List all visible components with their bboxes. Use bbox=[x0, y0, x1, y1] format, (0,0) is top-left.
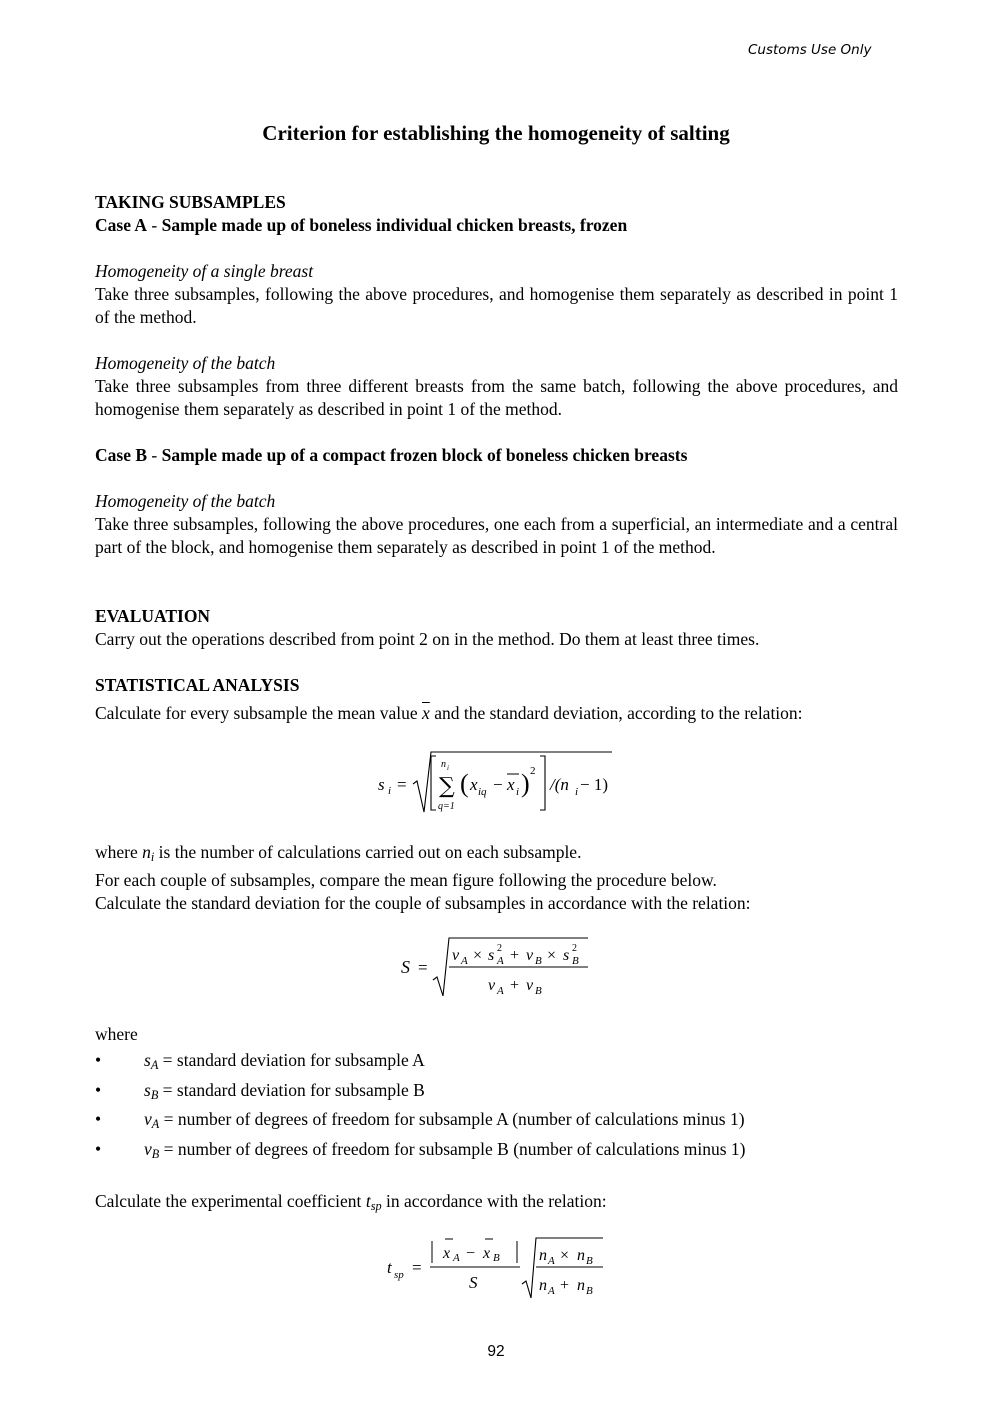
si-equals: = bbox=[397, 775, 407, 794]
batch-b-subheading: Homogeneity of the batch bbox=[95, 491, 276, 511]
case-a-heading bbox=[95, 214, 898, 237]
tsp-nb: n bbox=[577, 1247, 585, 1264]
definition-var: s bbox=[144, 1050, 151, 1070]
S-plus-num: + bbox=[510, 947, 520, 964]
si-term: x bbox=[470, 775, 478, 794]
definition-text: = standard deviation for subsample B bbox=[158, 1079, 425, 1100]
S-den-nu-a: ν bbox=[488, 977, 496, 994]
S-den-nu-b: ν bbox=[526, 977, 534, 994]
case-a-label: Case A bbox=[95, 215, 148, 235]
si-divisor-end: − 1) bbox=[580, 775, 608, 794]
si-lhs-sub: i bbox=[388, 785, 392, 797]
evaluation-heading: EVALUATION bbox=[95, 606, 211, 626]
si-minus: − bbox=[493, 775, 503, 794]
bullet-icon: • bbox=[95, 1079, 102, 1100]
statistical-analysis-heading: STATISTICAL ANALYSIS bbox=[95, 675, 300, 695]
definition-text: = number of degrees of freedom for subsample A (number of calculations minus 1) bbox=[159, 1109, 745, 1129]
customs-use-only-note: Customs Use Only bbox=[748, 42, 872, 58]
where-label-block bbox=[95, 1023, 898, 1046]
tsp-lhs-sub: sp bbox=[394, 1269, 404, 1281]
si-sum-bottom: q=1 bbox=[438, 801, 455, 812]
S-equals: = bbox=[418, 958, 428, 977]
statistical-analysis-section bbox=[95, 674, 898, 725]
couple-text: For each couple of subsamples, compare the mean figure following the procedure below. bbox=[95, 870, 717, 890]
definition-sub: B bbox=[150, 1087, 159, 1102]
S-den-plus: + bbox=[510, 977, 520, 994]
definition-item bbox=[95, 1048, 898, 1078]
intro-after-text: and the standard deviation, according to the relation: bbox=[429, 703, 803, 723]
tsp-lhs: t bbox=[387, 1258, 392, 1277]
ni-sub: i bbox=[150, 850, 155, 864]
where-ni-line bbox=[95, 841, 898, 869]
si-right-bracket bbox=[540, 756, 545, 810]
S-nu-a-sub: A bbox=[461, 955, 468, 967]
definition-sub: A bbox=[151, 1117, 160, 1131]
case-b-label: Case B bbox=[95, 445, 148, 465]
tsp-xa-sub: A bbox=[453, 1252, 460, 1264]
tsp-equals: = bbox=[412, 1258, 422, 1277]
S-s-b-sub: B bbox=[572, 955, 579, 967]
tsp-na: n bbox=[539, 1247, 547, 1264]
formula-S-svg bbox=[0, 932, 992, 1002]
definition-sub: A bbox=[150, 1058, 159, 1072]
taking-subsamples-heading: TAKING SUBSAMPLES bbox=[95, 192, 286, 212]
si-mean: x bbox=[507, 775, 515, 794]
case-b-block bbox=[95, 444, 898, 467]
coeff-after: in accordance with the relation: bbox=[381, 1191, 607, 1211]
batch-a-block bbox=[95, 352, 898, 421]
batch-a-subheading: Homogeneity of the batch bbox=[95, 353, 276, 373]
single-breast-subheading: Homogeneity of a single breast bbox=[95, 261, 314, 281]
si-left-paren: ( bbox=[460, 769, 469, 798]
si-right-paren: ) bbox=[521, 769, 530, 798]
tsp-xb: x bbox=[483, 1245, 491, 1262]
tsp-nb-sub: B bbox=[586, 1255, 593, 1267]
S-nu-b-sub: B bbox=[535, 955, 542, 967]
case-b-heading bbox=[95, 444, 898, 467]
case-b-text: Sample made up of a compact frozen block of boneless chicken breasts bbox=[161, 445, 688, 465]
si-divisor: /(n bbox=[550, 775, 569, 794]
taking-subsamples-section bbox=[95, 191, 898, 237]
si-sum-top-sub: i bbox=[447, 764, 449, 772]
bullet-icon: • bbox=[95, 1138, 102, 1159]
where-ni-before: where bbox=[95, 842, 143, 862]
S-s-a: s bbox=[488, 947, 495, 964]
definition-text: = standard deviation for subsample A bbox=[158, 1050, 425, 1070]
tsp-xb-sub: B bbox=[493, 1252, 500, 1264]
evaluation-section bbox=[95, 605, 898, 651]
formula-si-svg bbox=[0, 746, 992, 826]
tsp-den-na-sub: A bbox=[548, 1285, 555, 1297]
S-s-b-sq: 2 bbox=[572, 943, 577, 954]
definition-var: s bbox=[144, 1079, 151, 1100]
mean-x-symbol: $\overline{x}$ bbox=[422, 703, 430, 723]
S-s-a-sub: A bbox=[497, 955, 504, 967]
tsp-xa: x bbox=[443, 1245, 451, 1262]
ni-symbol: n bbox=[142, 842, 151, 862]
formula-tsp-svg bbox=[0, 1232, 992, 1307]
si-mean-sub: i bbox=[516, 786, 520, 798]
coeff-var: t bbox=[365, 1191, 371, 1211]
page-title: Criterion for establishing the homogeneity of salting bbox=[262, 121, 730, 145]
si-term-sub: iq bbox=[478, 786, 487, 798]
case-b-dash: - bbox=[147, 445, 162, 465]
si-power: 2 bbox=[530, 765, 536, 777]
batch-b-block bbox=[95, 490, 898, 559]
definition-item bbox=[95, 1078, 898, 1108]
coefficient-text bbox=[95, 1190, 898, 1218]
S-den-nu-a-sub: A bbox=[497, 985, 504, 997]
bullet-icon: • bbox=[95, 1050, 102, 1070]
single-breast-text: Take three subsamples, following the above procedures, and homogenise them separately as described in point 1 of the method. bbox=[95, 284, 898, 327]
definition-text: = number of degrees of freedom for subsample B (number of calculations minus 1) bbox=[159, 1138, 746, 1159]
si-divisor-sub: i bbox=[575, 786, 579, 798]
definition-sub: B bbox=[151, 1146, 160, 1161]
si-left-bracket bbox=[431, 756, 436, 810]
case-a-text: Sample made up of boneless individual chicken breasts, frozen bbox=[161, 215, 628, 235]
where-ni-after: is the number of calculations carried out on each subsample. bbox=[154, 842, 582, 862]
evaluation-text: Carry out the operations described from point 2 on in the method. Do them at least three times. bbox=[95, 629, 760, 649]
coeff-before: Calculate the experimental coefficient bbox=[95, 1191, 366, 1211]
tsp-den-nb: n bbox=[577, 1277, 585, 1294]
tsp-na-sub: A bbox=[548, 1255, 555, 1267]
coefficient-text-block bbox=[95, 1190, 898, 1218]
S-den-nu-b-sub: B bbox=[535, 985, 542, 997]
case-a-dash: - bbox=[147, 215, 162, 235]
std-couple-text: Calculate the standard deviation for the couple of subsamples in accordance with the relation: bbox=[95, 893, 751, 913]
batch-b-text: Take three subsamples, following the above procedures, one each from a superficial, an intermediate and a central part of the block, and homogenise them separately as described in point 1 of the method. bbox=[95, 514, 898, 557]
where-label: where bbox=[95, 1024, 138, 1044]
definition-item bbox=[95, 1107, 898, 1137]
si-sum-sign: ∑ bbox=[439, 774, 455, 799]
definitions-list bbox=[95, 1048, 898, 1166]
si-sum-top: n bbox=[441, 759, 446, 770]
si-lhs: s bbox=[378, 775, 385, 794]
tsp-den-nb-sub: B bbox=[586, 1285, 593, 1297]
tsp-times: × bbox=[560, 1247, 570, 1264]
definition-var: ν bbox=[144, 1138, 152, 1159]
S-lhs: S bbox=[401, 957, 410, 977]
tsp-den-plus: + bbox=[560, 1277, 570, 1294]
tsp-den-na: n bbox=[539, 1277, 547, 1294]
S-times-b: × bbox=[547, 947, 557, 964]
bullet-icon: • bbox=[95, 1109, 102, 1129]
single-breast-block bbox=[95, 260, 898, 329]
tsp-minus: − bbox=[466, 1245, 476, 1262]
S-s-a-sq: 2 bbox=[497, 943, 502, 954]
statistical-analysis-intro bbox=[95, 702, 898, 725]
tsp-den: S bbox=[469, 1273, 478, 1292]
definition-item bbox=[95, 1137, 898, 1167]
S-nu-a: ν bbox=[452, 947, 460, 964]
S-times-a: × bbox=[473, 947, 483, 964]
S-nu-b: ν bbox=[526, 947, 534, 964]
page-number: 92 bbox=[487, 1343, 505, 1360]
batch-a-text: Take three subsamples from three different breasts from the same batch, following the above procedures, and homogenise them separately as described in point 1 of the method. bbox=[95, 376, 898, 419]
intro-before-text: Calculate for every subsample the mean value bbox=[95, 703, 423, 723]
definition-var: ν bbox=[144, 1109, 152, 1129]
coeff-sub: sp bbox=[370, 1199, 382, 1213]
post-si-text bbox=[95, 841, 898, 915]
S-s-b: s bbox=[563, 947, 570, 964]
